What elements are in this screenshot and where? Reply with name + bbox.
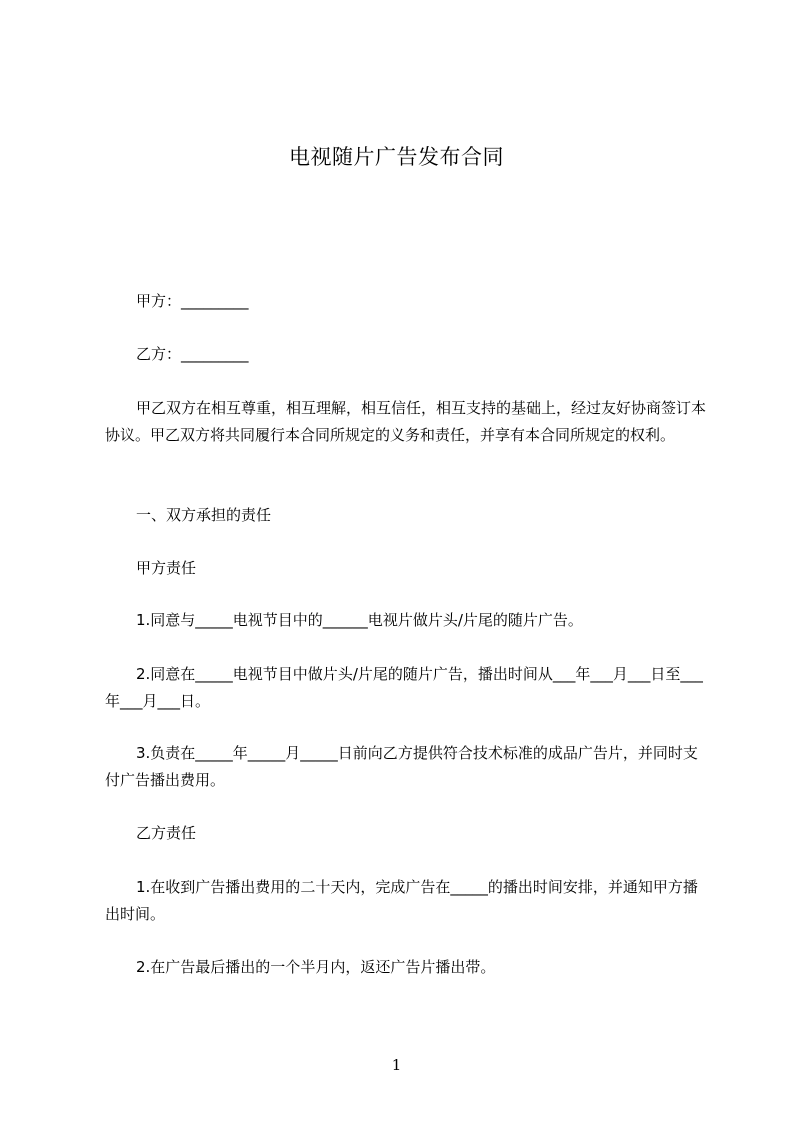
page-number: 1: [391, 1056, 402, 1074]
party-a-duty-3: 3.负责在_____年_____月_____日前向乙方提供符合技术标准的成品广告片，并同时支付广告播出费用。: [105, 744, 698, 789]
intro-paragraph: 甲乙双方在相互尊重，相互理解，相互信任，相互支持的基础上，经过友好协商签订本协议。甲乙双方将共同履行本合同所规定的义务和责任，并享有本合同所规定的权利。: [105, 399, 707, 444]
party-b-duty-2: 2.在广告最后播出的一个半月内，返还广告片播出带。: [136, 958, 496, 976]
party-a-duty-1: 1.同意与_____电视节目中的______电视片做片头/片尾的随片广告。: [136, 611, 583, 629]
document-title: 电视随片广告发布合同: [289, 145, 504, 169]
party-b-line: 乙方：_________: [136, 345, 249, 363]
party-b-duties-heading: 乙方责任: [136, 824, 197, 842]
section-1-heading: 一、双方承担的责任: [136, 506, 272, 524]
party-b-duty-1: 1.在收到广告播出费用的二十天内，完成广告在_____的播出时间安排，并通知甲方播出时间。: [105, 878, 698, 923]
party-a-line: 甲方：_________: [136, 292, 249, 310]
party-a-duties-heading: 甲方责任: [136, 559, 197, 577]
party-a-duty-2: 2.同意在_____电视节目中做片头/片尾的随片广告，播出时间从___年___月___日至___年___月___日。: [105, 665, 703, 710]
